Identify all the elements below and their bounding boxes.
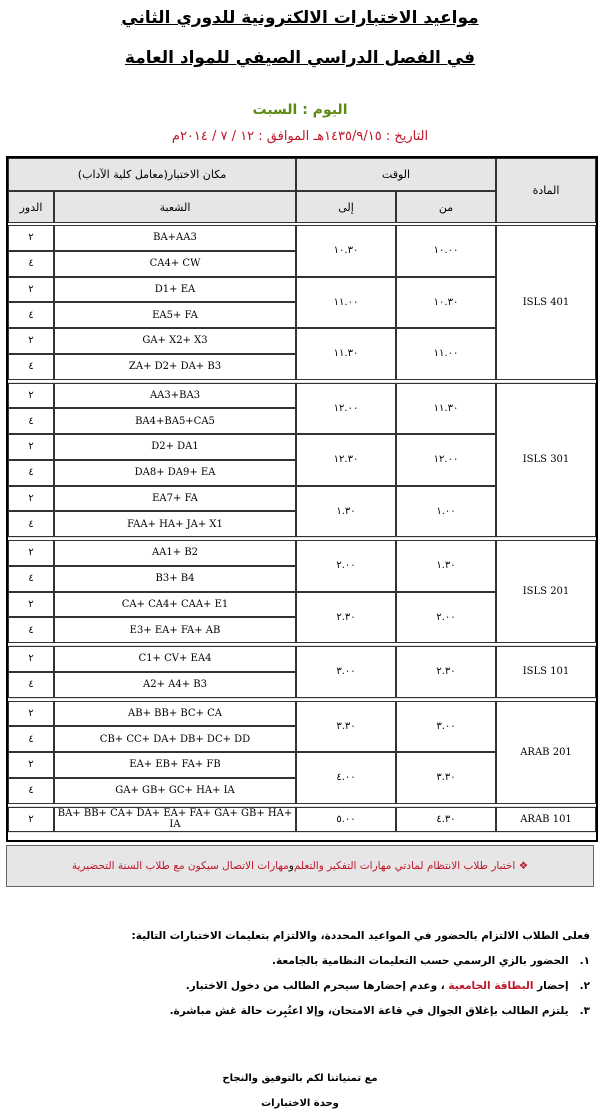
- subject-cell: ISLS 401: [496, 225, 596, 380]
- exam-date: التاريخ : ١٤٣٥/٩/١٥هـ الموافق : ١٢ / ٧ / ٢٠١٤م: [171, 129, 429, 144]
- time-to-cell: ١١.٣٠: [296, 328, 396, 380]
- time-from-cell: ١.٣٠: [396, 540, 496, 592]
- time-from-cell: ١١.٠٠: [396, 328, 496, 380]
- header-section: الشعبة: [54, 191, 296, 223]
- section-cell: EA5+ FA: [54, 302, 296, 328]
- section-cell: B3+ B4: [54, 566, 296, 592]
- round-cell: ٢: [8, 752, 54, 778]
- exam-day: اليوم : السبت: [252, 102, 348, 118]
- section-cell: GA+ X2+ X3: [54, 328, 296, 354]
- instruction-num: ٣.: [579, 1005, 590, 1017]
- section-cell: GA+ GB+ GC+ HA+ IA: [54, 778, 296, 804]
- subject-cell: ISLS 101: [496, 646, 596, 698]
- section-cell: BA+ BB+ CA+ DA+ EA+ FA+ GA+ GB+ HA+ IA: [54, 807, 296, 833]
- instruction-text: يلتزم الطالب بإغلاق الجوال في قاعة الامتحان، وإلا اعتُبِرت حالة غش مباشرة.: [169, 1005, 569, 1017]
- section-cell: FAA+ HA+ JA+ X1: [54, 511, 296, 537]
- round-cell: ٢: [8, 701, 54, 727]
- time-from-cell: ٣.٠٠: [396, 701, 496, 753]
- page-title: مواعيد الاختبارات الالكترونية للدوري الثاني: [121, 8, 479, 28]
- time-to-cell: ١٢.٣٠: [296, 434, 396, 486]
- section-cell: EA+ EB+ FA+ FB: [54, 752, 296, 778]
- section-cell: D1+ EA: [54, 277, 296, 303]
- time-to-cell: ٢.٣٠: [296, 592, 396, 644]
- schedule-table: [6, 156, 598, 842]
- section-cell: C1+ CV+ EA4: [54, 646, 296, 672]
- round-cell: ٤: [8, 251, 54, 277]
- round-cell: ٢: [8, 225, 54, 251]
- section-cell: CA+ CA4+ CAA+ E1: [54, 592, 296, 618]
- section-cell: ZA+ D2+ DA+ B3: [54, 354, 296, 380]
- time-to-cell: ٥.٠٠: [296, 807, 396, 833]
- time-from-cell: ٢.٣٠: [396, 646, 496, 698]
- time-from-cell: ١٠.٣٠: [396, 277, 496, 329]
- subject-cell: ARAB 201: [496, 701, 596, 804]
- page-subtitle: في الفصل الدراسي الصيفي للمواد العامة: [124, 48, 476, 68]
- round-cell: ٢: [8, 277, 54, 303]
- note-text-2: مهارات الاتصال سيكون مع طلاب السنة التحضيرية: [71, 860, 289, 872]
- time-from-cell: ٣.٣٠: [396, 752, 496, 804]
- time-from-cell: ١.٠٠: [396, 486, 496, 538]
- round-cell: ٢: [8, 486, 54, 512]
- note-bullet: ❖: [518, 860, 529, 872]
- round-cell: ٤: [8, 460, 54, 486]
- section-cell: BA4+BA5+CA5: [54, 408, 296, 434]
- closing-unit: وحدة الاختبارات: [261, 1098, 339, 1109]
- round-cell: ٤: [8, 726, 54, 752]
- instruction-highlight: البطاقة الجامعية: [448, 980, 534, 992]
- instruction-num: ٢.: [579, 980, 590, 992]
- round-cell: ٢: [8, 646, 54, 672]
- instructions-intro: فعلى الطلاب الالتزام بالحضور في المواعيد المحددة، والالتزام بتعليمات الاختبارات التالية:: [131, 930, 590, 942]
- section-cell: A2+ A4+ B3: [54, 672, 296, 698]
- note-and: و: [288, 860, 294, 872]
- round-cell: ٤: [8, 302, 54, 328]
- time-from-cell: ١١.٣٠: [396, 383, 496, 435]
- header-time: الوقت: [296, 158, 496, 191]
- time-to-cell: ٣.٣٠: [296, 701, 396, 753]
- time-to-cell: ١١.٠٠: [296, 277, 396, 329]
- subject-cell: ARAB 101: [496, 807, 596, 833]
- instruction-item-2: [0, 980, 590, 992]
- instruction-text-post: ، وعدم إحضارها سيحرم الطالب من دخول الاختبار.: [185, 980, 449, 992]
- section-cell: CB+ CC+ DA+ DB+ DC+ DD: [54, 726, 296, 752]
- note-box: [6, 845, 594, 887]
- section-cell: E3+ EA+ FA+ AB: [54, 617, 296, 643]
- header-to: إلى: [296, 191, 396, 223]
- time-to-cell: ٣.٠٠: [296, 646, 396, 698]
- round-cell: ٤: [8, 566, 54, 592]
- time-from-cell: ٢.٠٠: [396, 592, 496, 644]
- section-cell: CA4+ CW: [54, 251, 296, 277]
- instruction-text: إحضار: [533, 980, 569, 992]
- header-location: مكان الاختبار(معامل كلية الآداب): [8, 158, 296, 191]
- round-cell: ٤: [8, 354, 54, 380]
- instruction-item-1: [0, 955, 590, 967]
- section-cell: BA+AA3: [54, 225, 296, 251]
- round-cell: ٤: [8, 778, 54, 804]
- time-from-cell: ١٠.٠٠: [396, 225, 496, 277]
- round-cell: ٤: [8, 617, 54, 643]
- time-to-cell: ١.٣٠: [296, 486, 396, 538]
- section-cell: AA1+ B2: [54, 540, 296, 566]
- header-round: الدور: [8, 191, 54, 223]
- closing-wish: مع تمنياتنا لكم بالتوفيق والنجاح: [222, 1073, 378, 1084]
- time-to-cell: ٤.٠٠: [296, 752, 396, 804]
- time-to-cell: ١٢.٠٠: [296, 383, 396, 435]
- round-cell: ٢: [8, 328, 54, 354]
- time-from-cell: ١٢.٠٠: [396, 434, 496, 486]
- instruction-text: الحضور بالزي الرسمي حسب التعليمات النظامية بالجامعة.: [272, 955, 569, 967]
- instruction-item-3: [0, 1005, 590, 1017]
- section-cell: D2+ DA1: [54, 434, 296, 460]
- time-from-cell: ٤.٣٠: [396, 807, 496, 833]
- round-cell: ٢: [8, 434, 54, 460]
- round-cell: ٤: [8, 672, 54, 698]
- round-cell: ٢: [8, 807, 54, 833]
- time-to-cell: ١٠.٣٠: [296, 225, 396, 277]
- subject-cell: ISLS 201: [496, 540, 596, 643]
- round-cell: ٤: [8, 511, 54, 537]
- instruction-num: ١.: [579, 955, 590, 967]
- section-cell: AA3+BA3: [54, 383, 296, 409]
- header-from: من: [396, 191, 496, 223]
- section-cell: EA7+ FA: [54, 486, 296, 512]
- subject-cell: ISLS 301: [496, 383, 596, 538]
- round-cell: ٢: [8, 540, 54, 566]
- round-cell: ٤: [8, 408, 54, 434]
- round-cell: ٢: [8, 383, 54, 409]
- section-cell: AB+ BB+ BC+ CA: [54, 701, 296, 727]
- time-to-cell: ٢.٠٠: [296, 540, 396, 592]
- round-cell: ٢: [8, 592, 54, 618]
- section-cell: DA8+ DA9+ EA: [54, 460, 296, 486]
- header-subject: المادة: [496, 158, 596, 223]
- note-text-1: اختبار طلاب الانتظام لمادتي مهارات التفكير والتعلم: [293, 860, 516, 872]
